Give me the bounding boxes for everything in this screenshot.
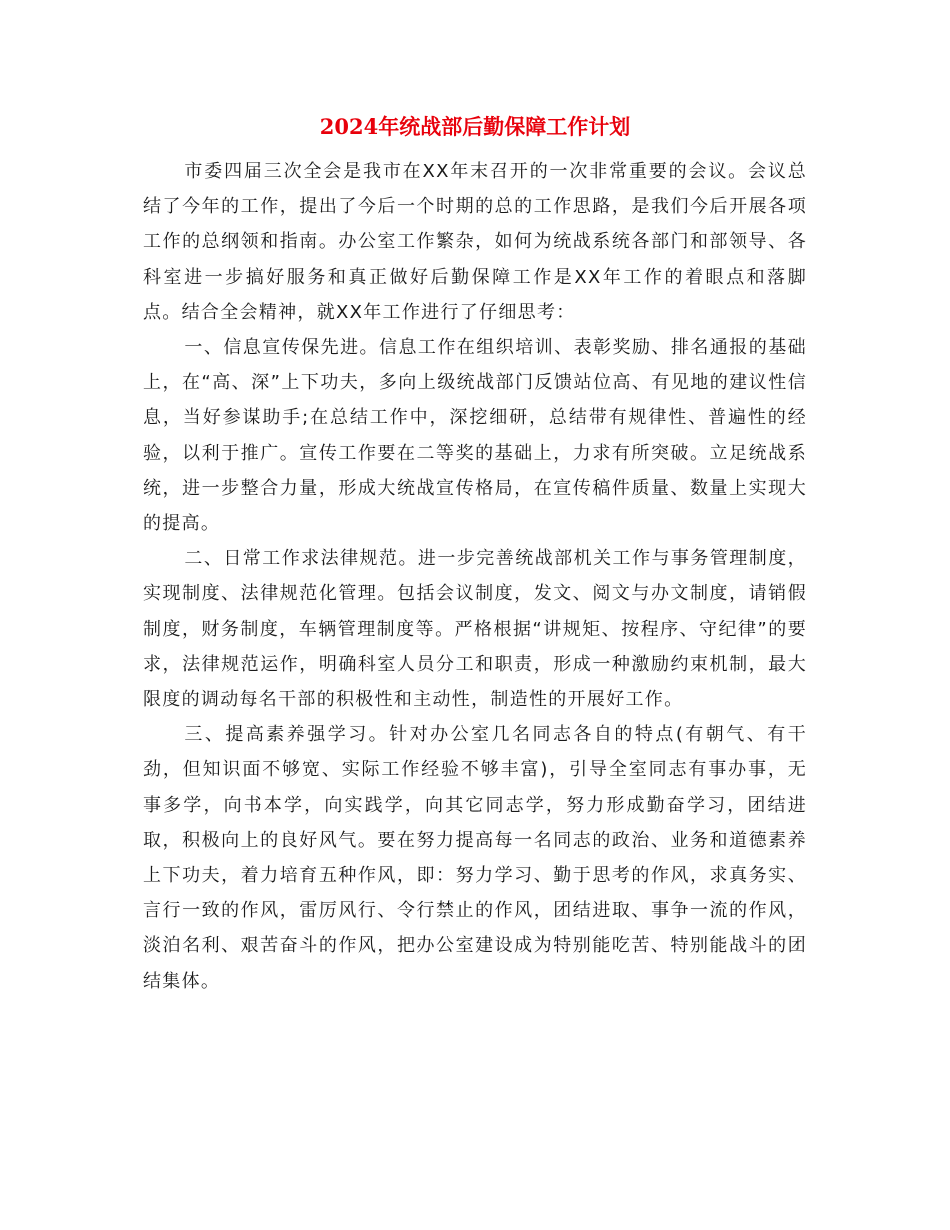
paragraph-intro: 市委四届三次全会是我市在XX年末召开的一次非常重要的会议。会议总结了今年的工作，提出了今后一个时期的总的工作思路，是我们今后开展各项工作的总纲领和指南。办公室工作繁杂，如何为统战系统各部门和部领导、各科室进一步搞好服务和真正做好后勤保障工作是XX年工作的着眼点和落脚点。结合全会精神，就XX年工作进行了仔细思考： xyxy=(143,161,807,323)
document-title: 2024年统战部后勤保障工作计划 xyxy=(319,114,631,139)
paragraph-information-publicity: 一、信息宣传保先进。信息工作在组织培训、表彰奖励、排名通报的基础上，在“高、深”上下功夫，多向上级统战部门反馈站位高、有见地的建议性信息，当好参谋助手;在总结工作中，深挖细研，总结带有规律性、普遍性的经验，以利于推广。宣传工作要在二等奖的基础上，力求有所突破。立足统战系统，进一步整合力量，形成大统战宣传格局，在宣传稿件质量、数量上实现大的提高。 xyxy=(143,337,807,535)
paragraph-daily-work: 二、日常工作求法律规范。进一步完善统战部机关工作与事务管理制度，实现制度、法律规范化管理。包括会议制度，发文、阅文与办文制度，请销假制度，财务制度，车辆管理制度等。严格根据“讲规矩、按程序、守纪律”的要求，法律规范运作，明确科室人员分工和职责，形成一种激励约束机制，最大限度的调动每名干部的积极性和主动性，制造性的开展好工作。 xyxy=(143,548,807,711)
document-body xyxy=(143,154,807,999)
paragraph-study: 三、提高素养强学习。针对办公室几名同志各自的特点(有朝气、有干劲，但知识面不够宽、实际工作经验不够丰富)，引导全室同志有事办事，无事多学，向书本学，向实践学，向其它同志学，努力形成勤奋学习，团结进取，积极向上的良好风气。要在努力提高每一名同志的政治、业务和道德素养上下功夫，着力培育五种作风，即：努力学习、勤于思考的作风，求真务实、言行一致的作风，雷厉风行、令行禁止的作风，团结进取、事争一流的作风，淡泊名利、艰苦奋斗的作风，把办公室建设成为特别能吃苦、特别能战斗的团结集体。 xyxy=(143,724,807,992)
